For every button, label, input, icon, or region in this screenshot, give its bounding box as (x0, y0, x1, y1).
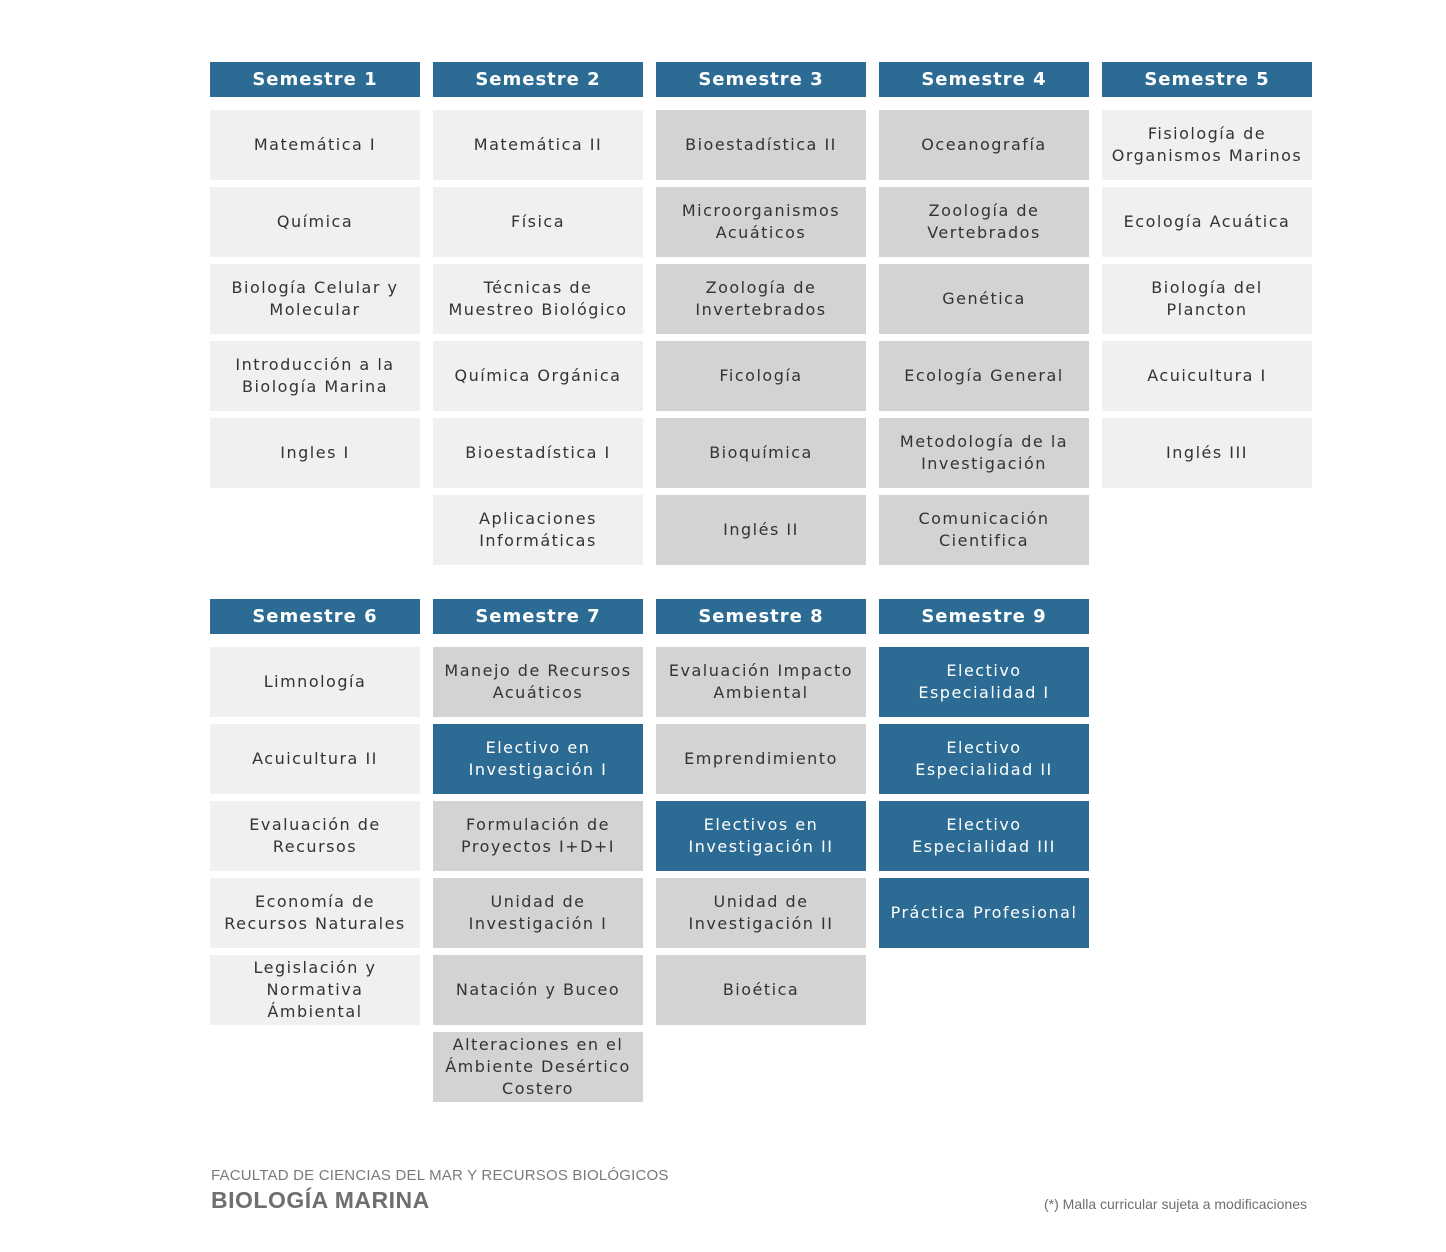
semester-column-4 (879, 62, 1089, 572)
semester-row-top (210, 62, 1312, 572)
semester-column-8 (656, 599, 866, 1109)
semester-header: Semestre 6 (210, 599, 420, 634)
semester-column-5 (1102, 62, 1312, 572)
semester-row-bottom (210, 599, 1089, 1109)
semester-column-9 (879, 599, 1089, 1109)
semester-header: Semestre 9 (879, 599, 1089, 634)
course-box: Electivos en Investigación II (656, 801, 866, 871)
course-box: Comunicación Cientifica (879, 495, 1089, 565)
course-box: Unidad de Investigación II (656, 878, 866, 948)
semester-header: Semestre 4 (879, 62, 1089, 97)
course-box: Genética (879, 264, 1089, 334)
course-box: Ecología Acuática (1102, 187, 1312, 257)
course-box: Inglés II (656, 495, 866, 565)
career-title: BIOLOGÍA MARINA (211, 1187, 430, 1213)
semester-header: Semestre 8 (656, 599, 866, 634)
course-box: Legislación y Normativa Ámbiental (210, 955, 420, 1025)
course-box: Fisiología de Organismos Marinos (1102, 110, 1312, 180)
course-box: Física (433, 187, 643, 257)
course-box: Alteraciones en el Ámbiente Desértico Costero (433, 1032, 643, 1102)
course-box: Bioestadística II (656, 110, 866, 180)
course-box: Bioestadística I (433, 418, 643, 488)
course-box: Química (210, 187, 420, 257)
course-box: Química Orgánica (433, 341, 643, 411)
course-box: Aplicaciones Informáticas (433, 495, 643, 565)
course-box: Electivo Especialidad I (879, 647, 1089, 717)
course-box: Práctica Profesional (879, 878, 1089, 948)
semester-column-2 (433, 62, 643, 572)
course-box: Oceanografía (879, 110, 1089, 180)
faculty-name: FACULTAD DE CIENCIAS DEL MAR Y RECURSOS BIOLÓGICOS (211, 1167, 669, 1184)
course-box: Limnología (210, 647, 420, 717)
semester-column-3 (656, 62, 866, 572)
course-box: Natación y Buceo (433, 955, 643, 1025)
course-box: Microorganismos Acuáticos (656, 187, 866, 257)
course-box: Formulación de Proyectos I+D+I (433, 801, 643, 871)
course-box: Inglés III (1102, 418, 1312, 488)
semester-header: Semestre 2 (433, 62, 643, 97)
course-box: Técnicas de Muestreo Biológico (433, 264, 643, 334)
course-box: Ingles I (210, 418, 420, 488)
course-box: Evaluación de Recursos (210, 801, 420, 871)
semester-column-7 (433, 599, 643, 1109)
semester-header: Semestre 7 (433, 599, 643, 634)
course-box: Emprendimiento (656, 724, 866, 794)
course-box: Evaluación Impacto Ambiental (656, 647, 866, 717)
semester-header: Semestre 5 (1102, 62, 1312, 97)
course-box: Ficología (656, 341, 866, 411)
curriculum-note: (*) Malla curricular sujeta a modificaciones (1044, 1196, 1307, 1212)
course-box: Biología Celular y Molecular (210, 264, 420, 334)
course-box: Manejo de Recursos Acuáticos (433, 647, 643, 717)
course-box: Zoología de Invertebrados (656, 264, 866, 334)
course-box: Electivo Especialidad II (879, 724, 1089, 794)
course-box: Bioquímica (656, 418, 866, 488)
course-box: Ecología General (879, 341, 1089, 411)
course-box: Acuicultura I (1102, 341, 1312, 411)
course-box: Electivo en Investigación I (433, 724, 643, 794)
course-box: Biología del Plancton (1102, 264, 1312, 334)
semester-header: Semestre 3 (656, 62, 866, 97)
semester-column-1 (210, 62, 420, 572)
course-box: Bioética (656, 955, 866, 1025)
course-box: Metodología de la Investigación (879, 418, 1089, 488)
course-box: Matemática I (210, 110, 420, 180)
course-box: Acuicultura II (210, 724, 420, 794)
course-box: Unidad de Investigación I (433, 878, 643, 948)
course-box: Zoología de Vertebrados (879, 187, 1089, 257)
semester-column-6 (210, 599, 420, 1109)
course-box: Introducción a la Biología Marina (210, 341, 420, 411)
course-box: Matemática II (433, 110, 643, 180)
course-box: Electivo Especialidad III (879, 801, 1089, 871)
semester-header: Semestre 1 (210, 62, 420, 97)
course-box: Economía de Recursos Naturales (210, 878, 420, 948)
